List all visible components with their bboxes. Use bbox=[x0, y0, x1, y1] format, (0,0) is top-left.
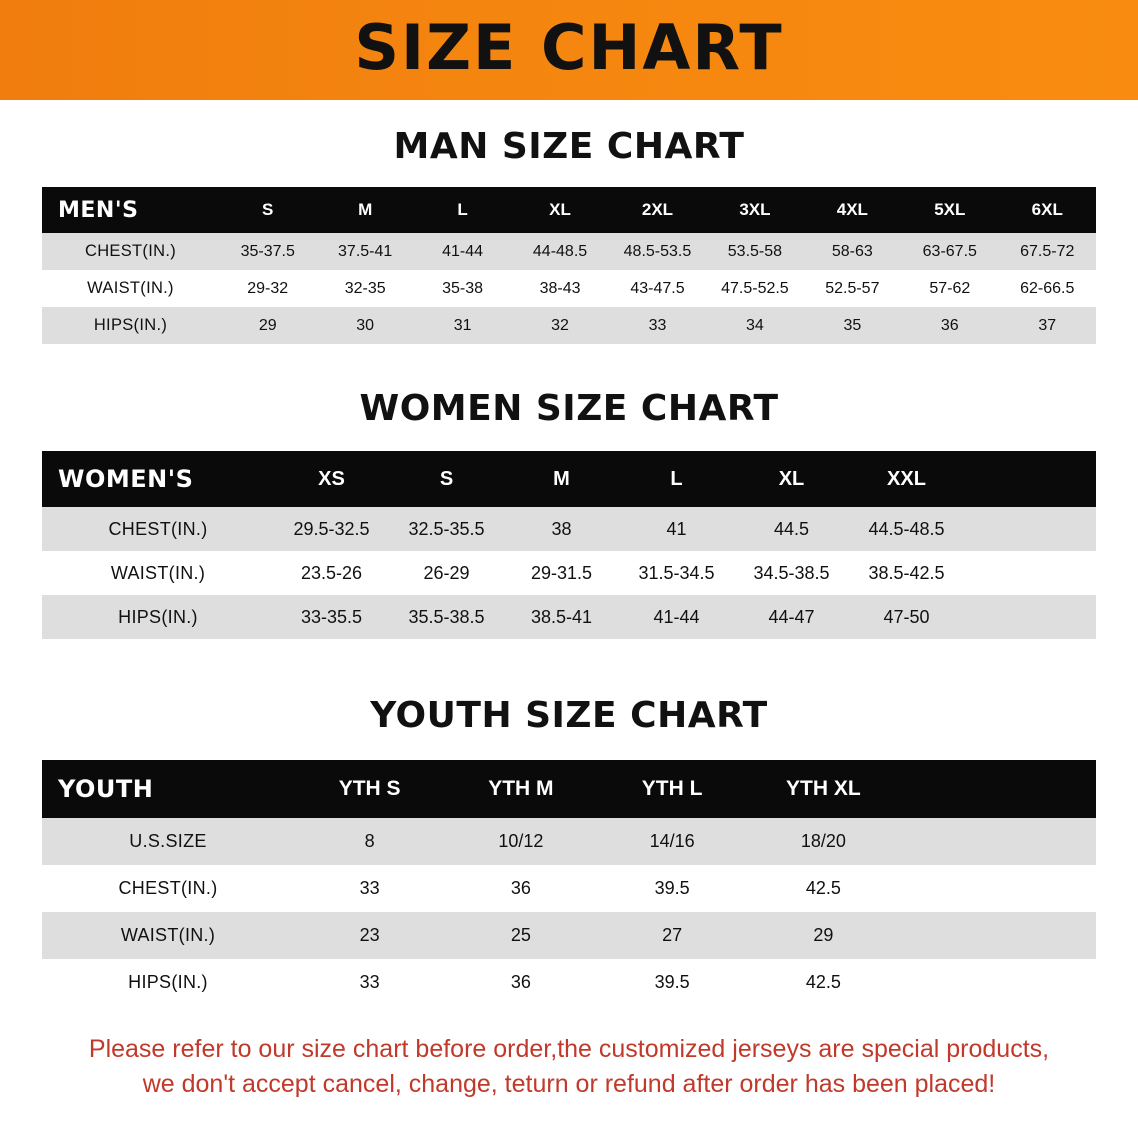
table-row bbox=[42, 551, 1096, 595]
men-corner-header: MEN'S bbox=[58, 197, 139, 223]
men-row-label: CHEST(IN.) bbox=[42, 233, 219, 270]
men-cell: 48.5-53.5 bbox=[609, 233, 706, 270]
women-cell-spacer bbox=[964, 551, 1096, 595]
men-size-header: 3XL bbox=[739, 200, 771, 219]
men-size-header: M bbox=[358, 200, 373, 219]
youth-cell: 10/12 bbox=[445, 818, 596, 865]
youth-cell: 23 bbox=[294, 912, 445, 959]
men-cell: 52.5-57 bbox=[804, 270, 901, 307]
women-size-header: S bbox=[439, 467, 454, 490]
women-row-label: WAIST(IN.) bbox=[42, 551, 274, 595]
women-cell: 47-50 bbox=[849, 595, 964, 639]
youth-cell: 29 bbox=[748, 912, 899, 959]
women-cell: 29-31.5 bbox=[504, 551, 619, 595]
women-cell-spacer bbox=[964, 507, 1096, 551]
men-cell: 33 bbox=[609, 307, 706, 344]
youth-cell-spacer bbox=[899, 959, 1096, 1006]
disclaimer-line-1: Please refer to our size chart before order,the customized jerseys are special products, bbox=[88, 1035, 1050, 1063]
men-cell: 29-32 bbox=[219, 270, 316, 307]
table-row bbox=[42, 818, 1096, 865]
women-cell: 29.5-32.5 bbox=[274, 507, 389, 551]
women-cell: 33-35.5 bbox=[274, 595, 389, 639]
youth-header-spacer bbox=[899, 760, 1096, 818]
women-cell: 26-29 bbox=[389, 551, 504, 595]
table-header-row bbox=[42, 451, 1096, 507]
men-cell: 47.5-52.5 bbox=[706, 270, 803, 307]
youth-size-header: YTH XL bbox=[786, 777, 861, 800]
youth-cell: 27 bbox=[597, 912, 748, 959]
men-cell: 29 bbox=[219, 307, 316, 344]
women-cell: 44.5-48.5 bbox=[849, 507, 964, 551]
youth-cell-spacer bbox=[899, 818, 1096, 865]
disclaimer-note bbox=[40, 1032, 1098, 1101]
women-row-label: HIPS(IN.) bbox=[42, 595, 274, 639]
men-cell: 63-67.5 bbox=[901, 233, 998, 270]
youth-cell: 36 bbox=[445, 959, 596, 1006]
youth-table-wrap bbox=[42, 760, 1096, 1006]
table-row bbox=[42, 270, 1096, 307]
men-cell: 37 bbox=[999, 307, 1097, 344]
men-row-label: WAIST(IN.) bbox=[42, 270, 219, 307]
banner-title: SIZE CHART bbox=[354, 11, 784, 84]
women-cell: 32.5-35.5 bbox=[389, 507, 504, 551]
men-size-header: 4XL bbox=[836, 200, 868, 219]
men-cell: 37.5-41 bbox=[316, 233, 413, 270]
men-size-header: XL bbox=[549, 200, 571, 219]
women-row-label: CHEST(IN.) bbox=[42, 507, 274, 551]
men-cell: 35-38 bbox=[414, 270, 511, 307]
youth-row-label: HIPS(IN.) bbox=[42, 959, 294, 1006]
youth-section-title: YOUTH SIZE CHART bbox=[370, 695, 768, 736]
men-size-header: 2XL bbox=[641, 200, 674, 219]
youth-cell: 18/20 bbox=[748, 818, 899, 865]
women-section-title: WOMEN SIZE CHART bbox=[359, 388, 779, 429]
table-row bbox=[42, 912, 1096, 959]
men-row-label: HIPS(IN.) bbox=[42, 307, 219, 344]
youth-size-table bbox=[42, 760, 1096, 1006]
women-size-header: M bbox=[553, 467, 570, 490]
men-size-header: L bbox=[457, 200, 468, 219]
youth-row-label: U.S.SIZE bbox=[42, 818, 294, 865]
men-cell: 53.5-58 bbox=[706, 233, 803, 270]
youth-cell: 25 bbox=[445, 912, 596, 959]
youth-size-header: YTH S bbox=[338, 777, 401, 800]
youth-cell: 33 bbox=[294, 865, 445, 912]
women-size-header: XL bbox=[778, 467, 805, 490]
women-corner-header: WOMEN'S bbox=[58, 465, 194, 493]
youth-cell: 36 bbox=[445, 865, 596, 912]
women-cell: 35.5-38.5 bbox=[389, 595, 504, 639]
youth-cell: 33 bbox=[294, 959, 445, 1006]
men-cell: 32 bbox=[511, 307, 608, 344]
youth-corner-header: YOUTH bbox=[58, 775, 154, 803]
women-cell-spacer bbox=[964, 595, 1096, 639]
table-row bbox=[42, 865, 1096, 912]
men-cell: 57-62 bbox=[901, 270, 998, 307]
table-row bbox=[42, 959, 1096, 1006]
youth-size-header: YTH M bbox=[488, 777, 554, 800]
men-cell: 62-66.5 bbox=[999, 270, 1097, 307]
youth-cell-spacer bbox=[899, 912, 1096, 959]
women-cell: 31.5-34.5 bbox=[619, 551, 734, 595]
table-row bbox=[42, 307, 1096, 344]
women-cell: 44.5 bbox=[734, 507, 849, 551]
youth-cell: 42.5 bbox=[748, 865, 899, 912]
man-size-table bbox=[42, 187, 1096, 344]
women-header-spacer bbox=[964, 451, 1096, 507]
women-size-header: L bbox=[670, 467, 683, 490]
man-section-title: MAN SIZE CHART bbox=[393, 126, 745, 167]
women-cell: 41 bbox=[619, 507, 734, 551]
women-cell: 38 bbox=[504, 507, 619, 551]
men-cell: 44-48.5 bbox=[511, 233, 608, 270]
women-size-table bbox=[42, 451, 1096, 639]
men-size-header: 5XL bbox=[934, 200, 966, 219]
women-cell: 41-44 bbox=[619, 595, 734, 639]
table-row bbox=[42, 233, 1096, 270]
man-table-wrap bbox=[42, 187, 1096, 344]
women-size-header: XXL bbox=[887, 467, 926, 490]
women-cell: 34.5-38.5 bbox=[734, 551, 849, 595]
youth-cell: 39.5 bbox=[597, 865, 748, 912]
men-cell: 34 bbox=[706, 307, 803, 344]
youth-cell: 8 bbox=[294, 818, 445, 865]
men-size-header: S bbox=[262, 200, 274, 219]
women-cell: 38.5-41 bbox=[504, 595, 619, 639]
table-row bbox=[42, 595, 1096, 639]
men-cell: 35 bbox=[804, 307, 901, 344]
women-cell: 23.5-26 bbox=[274, 551, 389, 595]
men-cell: 67.5-72 bbox=[999, 233, 1097, 270]
women-table-wrap bbox=[42, 451, 1096, 639]
table-header-row bbox=[42, 760, 1096, 818]
youth-cell: 42.5 bbox=[748, 959, 899, 1006]
men-cell: 38-43 bbox=[511, 270, 608, 307]
banner bbox=[0, 0, 1138, 100]
table-header-row bbox=[42, 187, 1096, 233]
women-cell: 44-47 bbox=[734, 595, 849, 639]
men-cell: 35-37.5 bbox=[219, 233, 316, 270]
youth-cell: 39.5 bbox=[597, 959, 748, 1006]
youth-row-label: WAIST(IN.) bbox=[42, 912, 294, 959]
women-cell: 38.5-42.5 bbox=[849, 551, 964, 595]
table-row bbox=[42, 507, 1096, 551]
men-cell: 41-44 bbox=[414, 233, 511, 270]
youth-size-header: YTH L bbox=[641, 777, 703, 800]
men-cell: 32-35 bbox=[316, 270, 413, 307]
youth-cell: 14/16 bbox=[597, 818, 748, 865]
men-cell: 31 bbox=[414, 307, 511, 344]
men-cell: 30 bbox=[316, 307, 413, 344]
men-cell: 36 bbox=[901, 307, 998, 344]
men-cell: 58-63 bbox=[804, 233, 901, 270]
men-size-header: 6XL bbox=[1031, 200, 1063, 219]
youth-cell-spacer bbox=[899, 865, 1096, 912]
men-cell: 43-47.5 bbox=[609, 270, 706, 307]
disclaimer-line-2: we don't accept cancel, change, teturn or refund after order has been placed! bbox=[142, 1069, 996, 1098]
youth-row-label: CHEST(IN.) bbox=[42, 865, 294, 912]
women-size-header: XS bbox=[318, 467, 345, 490]
